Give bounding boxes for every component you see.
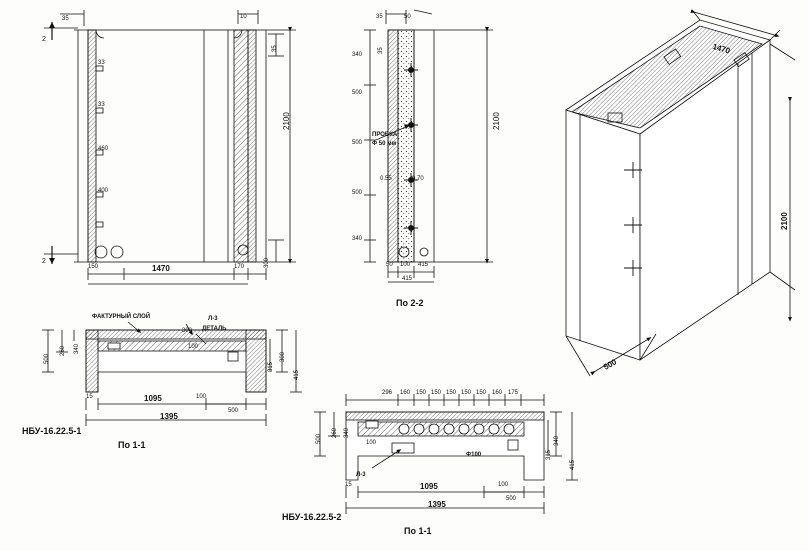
iso-length: 1470 xyxy=(711,42,732,56)
front-tick-1: 33 xyxy=(98,60,105,66)
front-dim-170: 170 xyxy=(234,264,245,270)
sec11b-left-500: 500 xyxy=(316,433,322,444)
sec11b-t-160a: 160 xyxy=(400,390,411,396)
sec11b-b-15: 15 xyxy=(345,482,352,488)
sec22-top-dim2: 50 xyxy=(404,14,411,20)
sec22-v-500c: 500 xyxy=(352,190,363,196)
sec22-inner-070: 0.70 xyxy=(412,176,424,182)
sec22-v-340b: 340 xyxy=(352,236,363,242)
mark-nbu-2: НБУ-16.22.5-2 xyxy=(282,512,342,522)
label-detail: ДЕТАЛЬ xyxy=(202,326,227,332)
sec11a-b-500: 500 xyxy=(228,408,239,414)
sec22-b-415a: 415 xyxy=(418,262,429,268)
callout-probka-dia: Ф 50 мм xyxy=(372,141,397,147)
iso-depth: 500 xyxy=(602,357,619,372)
sec11b-t-150d: 150 xyxy=(461,390,472,396)
sec11b-t-296: 296 xyxy=(382,390,393,396)
sec11a-right-315: 315 xyxy=(268,361,274,372)
front-dim-150: 150 xyxy=(88,264,99,270)
sec11a-note-100: 100 xyxy=(188,344,199,350)
sec11b-t-160b: 160 xyxy=(492,390,503,396)
sec22-dim-top-35: 35 xyxy=(378,47,384,54)
sec11a-right-415: 415 xyxy=(294,369,300,380)
sec22-b-100: 100 xyxy=(400,262,411,268)
sec11a-note-300: 300 xyxy=(182,328,193,334)
front-top-small-2: 10 xyxy=(240,14,247,20)
caption-po-1-1-b: По 1-1 xyxy=(404,526,432,536)
sec11a-left-260: 260 xyxy=(60,345,66,356)
sec22-b-50: 50 xyxy=(386,262,393,268)
sec11a-b-1395: 1395 xyxy=(160,412,178,421)
front-tick-4: 400 xyxy=(98,188,109,194)
section-1-1-upper-geometry xyxy=(42,322,302,426)
sec11a-left-500: 500 xyxy=(44,353,50,364)
sec11a-right-300: 300 xyxy=(280,351,286,362)
sec11b-b-100: 100 xyxy=(498,482,509,488)
front-dim-300: 300 xyxy=(264,257,270,268)
sec11b-right-340: 340 xyxy=(554,435,560,446)
sec11b-b-1395: 1395 xyxy=(428,500,446,509)
sec11a-b-1095: 1095 xyxy=(144,394,162,403)
mark-2-top: 2 xyxy=(42,36,46,43)
mark-nbu-1: НБУ-16.22.5-1 xyxy=(22,426,82,436)
sec11a-left-340: 340 xyxy=(74,343,80,354)
front-elevation-geometry xyxy=(44,10,296,284)
front-height-label: 2100 xyxy=(282,112,291,130)
front-tick-3: 460 xyxy=(98,146,109,152)
sec11b-b-1095: 1095 xyxy=(420,482,438,491)
sec11b-right-415: 415 xyxy=(570,459,576,470)
sec22-v-500b: 500 xyxy=(352,140,363,146)
sec22-inner-055: 0.55 xyxy=(380,176,392,182)
label-l3-upper: Л-3 xyxy=(208,316,218,322)
callout-probka: ПРОБКА xyxy=(372,132,398,138)
sec22-height: 2100 xyxy=(492,112,501,130)
sec22-v-340: 340 xyxy=(352,52,363,58)
sec11b-t-150c: 150 xyxy=(446,390,457,396)
front-tick-2: 33 xyxy=(98,102,105,108)
isometric-geometry xyxy=(566,10,795,376)
sec11b-left-340: 340 xyxy=(344,427,350,438)
caption-po-2-2: По 2-2 xyxy=(396,298,424,308)
label-l3-lower: Л-3 xyxy=(356,472,366,478)
sec11a-b-15: 15 xyxy=(86,394,93,400)
sec22-top-dim: 35 xyxy=(376,14,383,20)
sec22-v-500a: 500 xyxy=(352,90,363,96)
mark-2-bottom: 2 xyxy=(42,258,46,265)
sec11b-b-500: 500 xyxy=(506,496,517,502)
sec22-b-415b: 415 xyxy=(402,276,413,282)
sec11a-b-100: 100 xyxy=(196,394,207,400)
sec11b-t-150a: 150 xyxy=(416,390,427,396)
label-dia-100: Ф100 xyxy=(466,452,482,458)
sec11b-note-100: 100 xyxy=(366,440,377,446)
sec11b-right-315: 315 xyxy=(546,449,552,460)
front-width-bottom: 1470 xyxy=(152,264,170,273)
section-1-1-lower-geometry xyxy=(314,394,578,514)
label-facade-layer: ФАКТУРНЫЙ СЛОЙ xyxy=(92,314,151,320)
sec11b-t-150e: 150 xyxy=(476,390,487,396)
sec11b-left-260: 260 xyxy=(332,427,338,438)
sec11b-t-150b: 150 xyxy=(431,390,442,396)
front-dim-left-top: 35 xyxy=(272,45,278,52)
front-top-small-1: 35 xyxy=(62,16,69,22)
caption-po-1-1-a: По 1-1 xyxy=(118,440,146,450)
sec11b-t-175: 175 xyxy=(508,390,519,396)
iso-height: 2100 xyxy=(780,212,789,230)
